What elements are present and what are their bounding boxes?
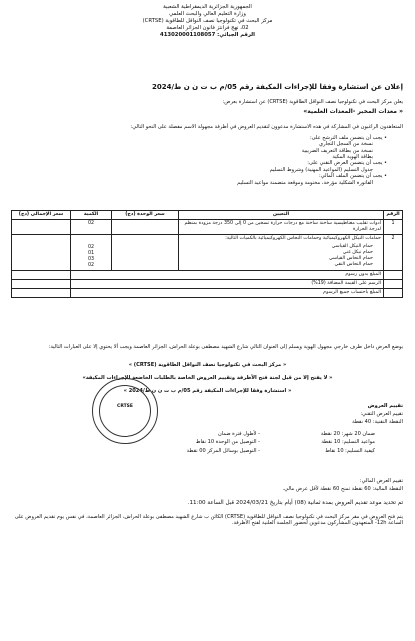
unit-price-cell	[112, 219, 179, 234]
section-item: نسخة من بطاقة التعريف الضريبية	[301, 147, 373, 154]
row-number: 2	[384, 234, 403, 270]
total-price-cell	[12, 219, 71, 234]
criteria-right	[265, 431, 375, 454]
criterion: ضمان 20 شهر: 20 نقطة	[320, 431, 375, 437]
section-item: نسخة من السجل التجاري	[319, 141, 373, 148]
technical-heading: تقييم العرض التقني:	[360, 411, 403, 417]
totals-row	[12, 288, 403, 297]
stamp-text: CRTSE	[117, 404, 133, 409]
row-designation: حمامات النيكل الكهروكيميائية وحمامات النحاس الكهروكيميائية بالكميات التالية:	[225, 235, 381, 241]
center-name: مركز البحث في تكنولوجيا نصف النواقل للطاقوية (CRTSE)	[142, 17, 273, 24]
criterion: - التوصيل بوسائل المركز 00 نقطة	[186, 447, 260, 454]
opening-text: يتم فتح العروض في مقر مركز البحث في تكنولوجيا نصف النواقل للطاقوية (CRTSE) الكائن ب شارع الشهيد مصطفى بوعلة الحراش، الجزائر العاصمة، في نفس يوم تقديم العروض على الساعة 12h- المتعهدون المشاركون مدعوين لحضور الجلسة العلنية لفتح الأظرفة.	[14, 514, 403, 527]
section-item: الفاتورة الشكلية مؤرخة، مختومة وموقعة متضمنة مواعيد التسليم	[237, 179, 373, 186]
col-header: التعيين	[179, 211, 384, 220]
section-item: جدول التسليم (المواعيد المهنية) وشروط التسليم	[269, 166, 373, 173]
subject-text: « معدات المخبر -المعدات العلمية»	[303, 108, 403, 115]
qty-value: 02	[87, 262, 95, 268]
totals-value-cell	[12, 288, 71, 297]
totals-value-cell	[12, 279, 71, 288]
sections-list	[12, 135, 387, 186]
table-row	[12, 234, 403, 270]
table-row	[12, 219, 403, 234]
delivery-note: يوضع العرض داخل ظرف خارجي مجهول الهوية ويسلم إلى العنوان التالي شارع الشهيد مصطفى بوعلة الحراش، الجزائر العاصمة ويجب ألا يحتوي إلا على العبارات التالية:	[48, 344, 403, 350]
criterion: مواعيد التسليم: 10 نقطة	[321, 439, 375, 446]
envelope-line: « استشارة وفقا للإجراءات المكيفة رقم 05/م ب ت ن ن ط/2024 »	[123, 388, 292, 394]
totals-label: المبلغ بدون رسوم	[71, 270, 384, 279]
totals-label: الرسم على القيمة المضافة (19%)	[71, 279, 384, 288]
criteria-left	[140, 431, 260, 454]
eligibility-text: المتعاهدون الراغبون في المشاركة في هذه الاستشارة مدعوون لتقديم العروض في أظرفة مجهولة الاسم مفصلة على النحو التالي:	[130, 124, 403, 130]
row-subitem: حمام النيكل القياسي	[331, 243, 373, 249]
totals-value-cell	[12, 270, 71, 279]
row-designation: أدوات تقليب مغناطيسية ساخنة ساخنة مع درجات حرارة تسخين من 0 إلى 350 درجة مزودة بمنظم لدرجة الحرارة	[179, 219, 384, 234]
row-subitem: حمام النحاس النقي	[334, 261, 373, 267]
envelope-line: « مركز البحث في تكنولوجيا نصف النواقل الطاقوية (CRTSE) »	[128, 362, 287, 368]
financial-total: النقطة المالية: 60 نقطة تمنح 60 نقطة لأقل عرض مالي.	[282, 486, 403, 492]
items-table	[11, 210, 403, 298]
total-price-cell	[12, 234, 71, 270]
qty-cell	[71, 234, 112, 270]
totals-row	[12, 279, 403, 288]
qty-value: 01	[87, 250, 95, 256]
col-header: الرقم	[384, 211, 403, 220]
col-header: سعر الإجمالي (دج)	[12, 211, 71, 220]
totals-row	[12, 270, 403, 279]
criterion: - لأطول فترة ضمان	[217, 431, 260, 437]
evaluation-heading: تقييم العروض	[367, 403, 403, 409]
section-item: • يجب أن يتضمن العرض التقني على:	[12, 160, 387, 166]
envelope-line: « لا يفتح إلا من قبل لجنة فتح الأظرفة وتقييم العروض الخاصة بالطلبات الخاضعة للإجراءات المكيفة»	[82, 375, 333, 381]
qty-cell: 02	[71, 219, 112, 234]
ministry-name: وزارة التعليم العالي والبحث العلمي	[169, 10, 246, 17]
qty-value: 03	[87, 256, 95, 262]
col-header: سعر الوحدة (دج)	[112, 211, 179, 220]
section-item: • يجب أن يتضمن الملف المالي:	[12, 173, 387, 179]
center-address: 02، نهج فرانتز فانون الجزائر العاصمة	[166, 24, 249, 31]
empty-cell	[384, 270, 403, 279]
row-number: 1	[384, 219, 403, 234]
empty-cell	[384, 279, 403, 288]
empty-cell	[384, 288, 403, 297]
deadline-text: تم تحديد موعد تقديم العروض بمدة ثمانية (08) أيام بتاريخ 2024/03/21 قبل الساعة 11:00.	[187, 500, 403, 506]
tax-id: الرقم الجبائي: 413020001108057	[160, 31, 255, 38]
section-item: بطاقة الهوية المكية	[332, 154, 373, 161]
criterion: كيفية التسليم: 10 نقاط	[325, 447, 375, 454]
section-item: • يجب أن يتضمن ملف الترشح على:	[12, 135, 387, 141]
republic-name: الجمهورية الجزائرية الديمقراطية الشعبية	[163, 4, 252, 10]
intro-text: يعلن مركز البحث في تكنولوجيا نصف النواقل الطاقوية (CRTSE) عن استشارة بعرض:	[222, 99, 403, 105]
criterion: - التوصيل من الوحدة 10 نقاط	[195, 439, 260, 446]
header	[0, 4, 415, 38]
technical-total: النقطة التقنية: 40 نقطة	[352, 419, 403, 425]
row-subitem: حمام النحاس القياسي	[328, 255, 373, 261]
financial-heading: تقييم العرض المالي:	[359, 478, 403, 484]
totals-label: المبلغ باحتساب جميع الرسوم	[71, 288, 384, 297]
document-title: إعلان عن استشارة وفقا للإجراءات المكيفة رقم 05/م ب ت ن ن ط/2024	[151, 83, 403, 91]
qty-value: 02	[87, 244, 95, 250]
row-designation-cell	[179, 234, 384, 270]
table-header-row	[12, 211, 403, 220]
row-subitem: حمام نيكل غني	[342, 249, 373, 255]
unit-price-cell	[112, 234, 179, 270]
col-header: الكمية	[71, 211, 112, 220]
